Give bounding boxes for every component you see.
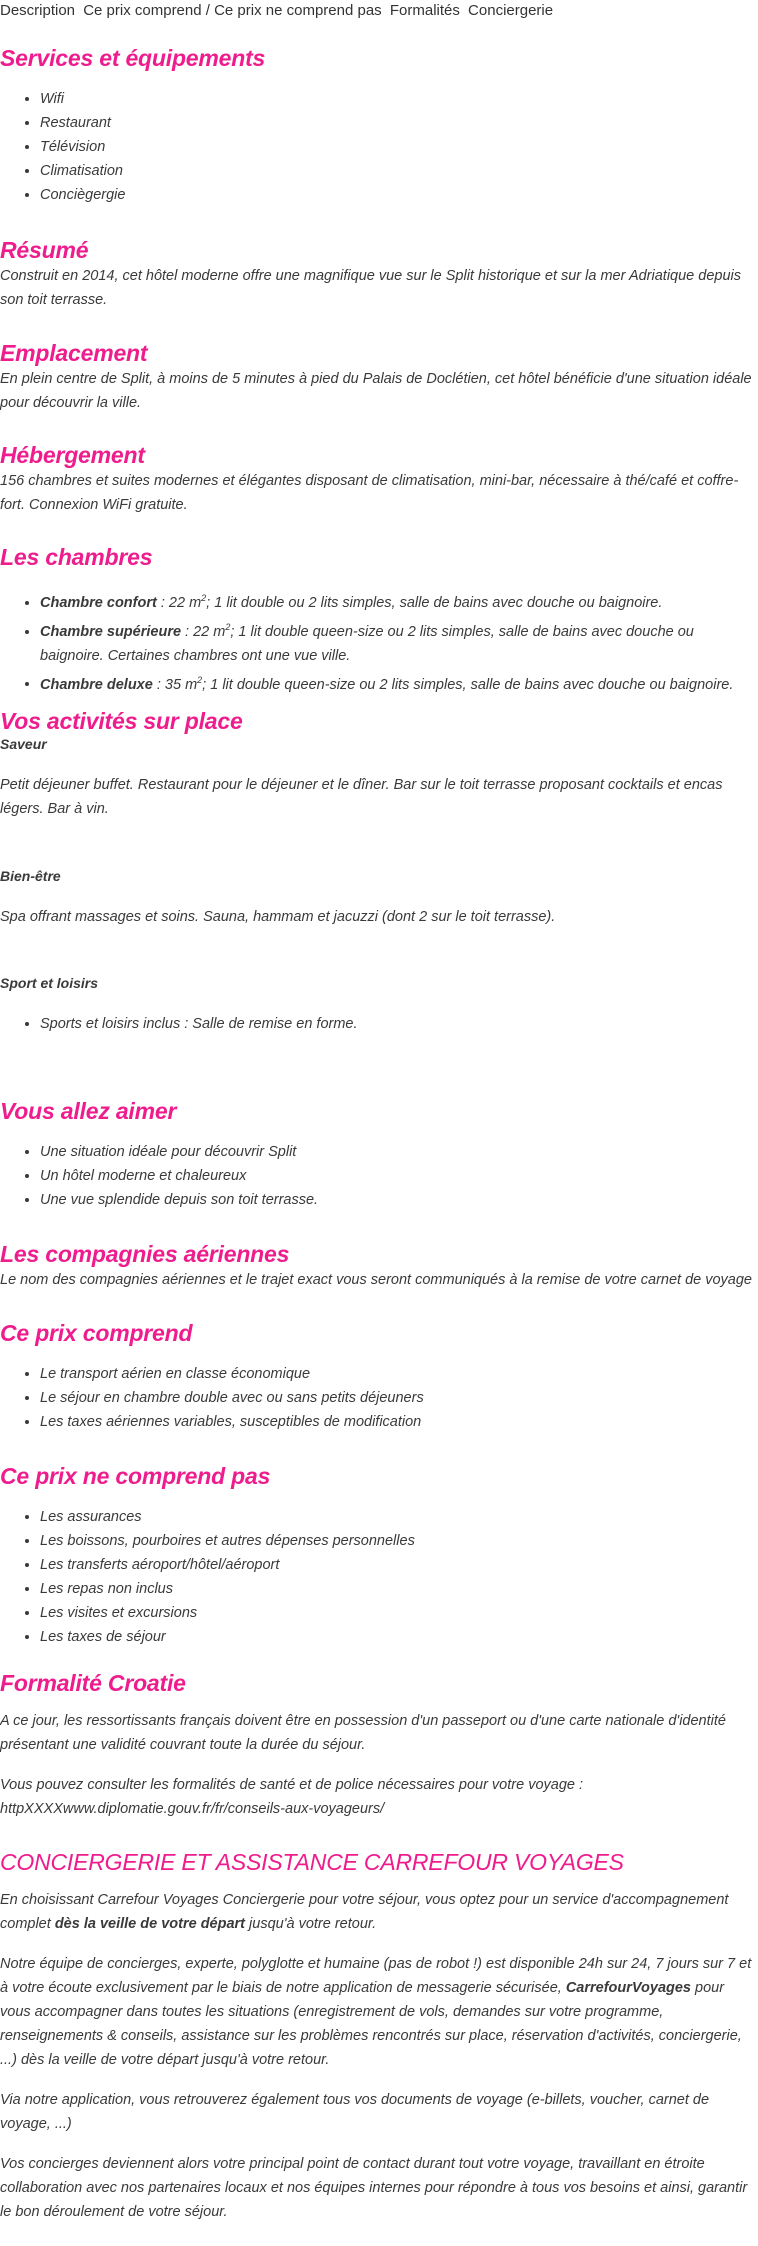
list-item: • Sports et loisirs inclus : Salle de remise en forme. [40,1012,758,1036]
list-item [40,586,758,615]
emplacement-section [0,339,758,415]
activites-title: Vos activités sur place [0,708,243,734]
hebergement-section [0,441,758,517]
list-item: • Wifi [40,87,758,111]
list-item: • Un hôtel moderne et chaleureux [40,1164,758,1188]
services-section [0,44,758,207]
compagnies-section [0,1240,758,1292]
saveur-text: Petit déjeuner buffet. Restaurant pour le déjeuner et le dîner. Bar sur le toit terrasse proposant cocktails et encas légers. Bar à vin. [0,777,723,817]
formalite-text-1: A ce jour, les ressortissants français doivent être en possession d'un passeport ou d'une carte nationale d'identité présentant une validité couvrant toute la durée du séjour. [0,1713,726,1753]
room-name: Chambre confort [40,594,157,611]
room-desc: ; 1 lit double ou 2 lits simples, salle de bains avec douche ou baignoire. [206,594,663,611]
formalite-text-2: Vous pouvez consulter les formalités de santé et de police nécessaires pour votre voyage : httpXXXXwww.diplomatie.gouv.fr/fr/conseils-aux-voyageurs/ [0,1777,584,1817]
comprend-title: Ce prix comprend [0,1320,193,1346]
resume-text: Construit en 2014, cet hôtel moderne offre une magnifique vue sur le Split historique et sur la mer Adriatique depuis son toit terrasse. [0,268,741,308]
activites-section [0,707,758,1036]
resume-title: Résumé [0,237,89,263]
list-item: • Les assurances [40,1505,758,1529]
tab-formalites[interactable]: Formalités [389,2,460,19]
ne-comprend-title: Ce prix ne comprend pas [0,1463,271,1489]
bienetre-text: Spa offrant massages et soins. Sauna, hammam et jacuzzi (dont 2 sur le toit terrasse). [0,909,556,925]
list-item: • Restaurant [40,111,758,135]
formalite-title: Formalité Croatie [0,1670,186,1696]
tab-prix[interactable]: Ce prix comprend / Ce prix ne comprend pas [83,2,382,19]
room-area-sup: 2 [225,621,231,632]
list-item: • Les boissons, pourboires et autres dépenses personnelles [40,1529,758,1553]
chambres-title: Les chambres [0,544,153,570]
list-item: • Une vue splendide depuis son toit terrasse. [40,1188,758,1212]
bienetre-title: Bien-être [0,868,61,884]
list-item: • Climatisation [40,159,758,183]
room-desc: ; 1 lit double queen-size ou 2 lits simples, salle de bains avec douche ou baignoire. Certaines chambres ont une vue ville. [40,623,694,664]
tab-bar [0,0,557,24]
list-item: • Télévision [40,135,758,159]
saveur-title: Saveur [0,736,47,752]
room-name: Chambre deluxe [40,676,153,693]
formalite-section [0,1669,758,1821]
room-area: : 22 m [156,594,202,611]
sport-list [0,1012,758,1036]
conciergerie-title: CONCIERGERIE ET ASSISTANCE CARREFOUR VOYAGES [0,1849,624,1875]
list-item: • Les taxes de séjour [40,1625,758,1649]
tab-description[interactable]: Description [0,2,76,19]
ne-comprend-section [0,1462,758,1649]
hebergement-text: 156 chambres et suites modernes et élégantes disposant de climatisation, mini-bar, nécessaire à thé/café et coffre-fort. Connexion WiFi gratuite. [0,473,739,513]
list-item: • Une situation idéale pour découvrir Split [40,1140,758,1164]
hebergement-title: Hébergement [0,442,145,468]
aimer-list [0,1140,758,1212]
conciergerie-p4: Vos concierges deviennent alors votre principal point de contact durant tout votre voyage, travaillant en étroite collaboration avec nos partenaires locaux et nos équipes internes pour répondre à tous vos besoins et ainsi, garantir le bon déroulement de votre séjour. [0,2156,748,2220]
comprend-list [0,1362,758,1434]
aimer-section [0,1097,758,1212]
conciergerie-section [0,1848,758,2224]
list-item: • Les visites et excursions [40,1601,758,1625]
chambres-list [0,586,758,696]
conciergerie-p3: Via notre application, vous retrouverez également tous vos documents de voyage (e-billets, voucher, carnet de voyage, ...) [0,2092,710,2132]
comprend-section [0,1319,758,1434]
compagnies-title: Les compagnies aériennes [0,1241,290,1267]
room-desc: ; 1 lit double queen-size ou 2 lits simples, salle de bains avec douche ou baignoire. [202,676,734,693]
room-area-sup: 2 [197,674,203,685]
room-area-sup: 2 [201,593,207,603]
tab-conciergerie[interactable]: Conciergerie [468,2,554,19]
aimer-title: Vous allez aimer [0,1098,177,1124]
conciergerie-p1: En choisissant Carrefour Voyages Conciergerie pour votre séjour, vous optez pour un service d'accompagnement complet dès la veille de votre départ jusqu'à votre retour. [0,1892,729,1932]
list-item: • Les transferts aéroport/hôtel/aéroport [40,1553,758,1577]
list-item: • Le séjour en chambre double avec ou sans petits déjeuners [40,1386,758,1410]
list-item: • Les repas non inclus [40,1577,758,1601]
conciergerie-p2: Notre équipe de concierges, experte, polyglotte et humaine (pas de robot !) est disponible 24h sur 24, 7 jours sur 7 et à votre écoute exclusivement par le biais de notre application de messagerie sécurisée, CarrefourVoyages pour vous accompagner dans toutes les situations (enregistrement de vols, demandes sur votre programme, renseignements & conseils, assistance sur les problèmes rencontrés sur place, réservation d'activités, conciergerie, ...) dès la veille de votre départ jusqu'à votre retour. [0,1956,752,2068]
compagnies-text: Le nom des compagnies aériennes et le trajet exact vous seront communiqués à la remise de votre carnet de voyage [0,1272,752,1288]
list-item [40,668,758,697]
emplacement-text: En plein centre de Split, à moins de 5 minutes à pied du Palais de Doclétien, cet hôtel bénéficie d'une situation idéale pour découvrir la ville. [0,371,752,411]
list-item: • Le transport aérien en classe économique [40,1362,758,1386]
ne-comprend-list [0,1505,758,1649]
room-name: Chambre supérieure [40,623,182,640]
room-area: : 35 m [152,676,198,693]
emplacement-title: Emplacement [0,340,148,366]
list-item: • Les taxes aériennes variables, susceptibles de modification [40,1410,758,1434]
room-area: : 22 m [181,623,226,640]
list-item [40,615,758,668]
services-list [0,87,758,207]
chambres-section [0,543,758,696]
sport-title: Sport et loisirs [0,975,99,991]
resume-section [0,236,758,312]
services-title: Services et équipements [0,45,266,71]
list-item: • Conciègergie [40,183,758,207]
